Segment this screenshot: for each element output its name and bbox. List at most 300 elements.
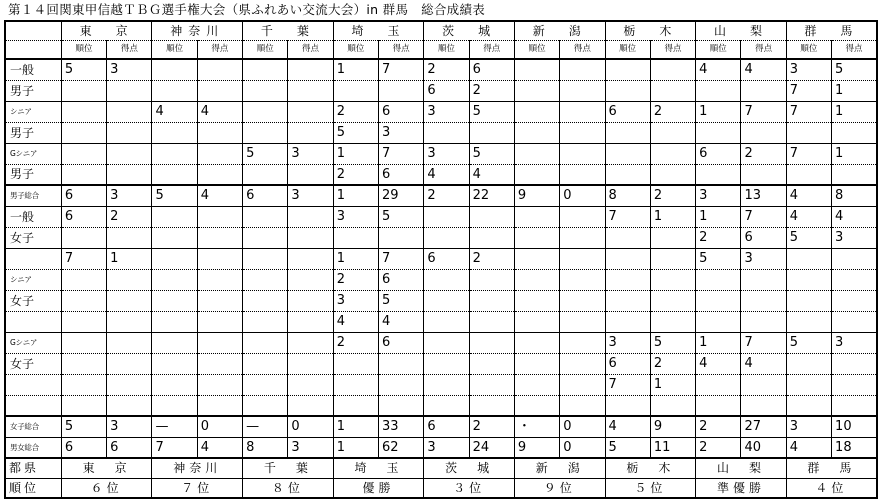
points-cell: [560, 290, 605, 311]
rank-cell: 5: [696, 248, 741, 269]
rank-cell: 7: [786, 101, 831, 122]
rank-cell: [243, 59, 288, 80]
table-row: [5, 80, 877, 101]
points-cell: [560, 374, 605, 395]
points-cell: 4: [197, 101, 242, 122]
points-cell: 3: [288, 437, 333, 458]
category-label: 男子: [5, 80, 61, 101]
points-cell: 3: [288, 185, 333, 206]
table-row: [5, 185, 877, 206]
rank-column-header: 順位: [333, 40, 378, 59]
rank-cell: [152, 269, 197, 290]
category-label: 女子総合: [5, 416, 61, 437]
points-cell: 10: [832, 416, 877, 437]
rank-cell: 8: [243, 437, 288, 458]
points-cell: [469, 290, 514, 311]
rank-cell: [514, 206, 559, 227]
rank-cell: [243, 395, 288, 416]
page-title: 第１４回関東甲信越ＴＢＧ選手権大会（県ふれあい交流大会）in 群馬 総合成績表: [8, 2, 486, 17]
points-cell: [741, 80, 786, 101]
rank-cell: 6: [424, 80, 469, 101]
points-cell: [197, 248, 242, 269]
corner-cell-2: [5, 40, 61, 59]
points-cell: [560, 395, 605, 416]
table-row: [5, 164, 877, 185]
points-cell: 7: [741, 101, 786, 122]
points-cell: 2: [741, 143, 786, 164]
rank-cell: [333, 80, 378, 101]
points-cell: [469, 353, 514, 374]
points-cell: 3: [107, 59, 152, 80]
rank-cell: 5: [333, 122, 378, 143]
points-cell: 1: [832, 101, 877, 122]
rank-cell: 2: [696, 437, 741, 458]
rank-cell: 4: [152, 101, 197, 122]
rank-column-header: 順位: [514, 40, 559, 59]
prefecture-header: 埼 玉: [333, 21, 424, 40]
points-cell: [288, 80, 333, 101]
prefecture-header: 千 葉: [243, 21, 334, 40]
rank-cell: [514, 101, 559, 122]
rank-cell: 6: [243, 185, 288, 206]
rank-cell: 3: [696, 185, 741, 206]
category-label: 女子: [5, 290, 61, 311]
rank-cell: [243, 269, 288, 290]
rank-cell: 2: [424, 59, 469, 80]
points-cell: 1: [832, 143, 877, 164]
points-cell: [107, 122, 152, 143]
rank-cell: [605, 59, 650, 80]
rank-cell: 2: [333, 101, 378, 122]
points-cell: 5: [379, 290, 424, 311]
points-cell: [197, 143, 242, 164]
points-cell: 2: [650, 353, 695, 374]
rank-cell: [514, 332, 559, 353]
rank-cell: [243, 101, 288, 122]
category-label: シニア: [5, 101, 61, 122]
rank-cell: [786, 395, 831, 416]
points-cell: [469, 311, 514, 332]
rank-cell: [605, 122, 650, 143]
points-cell: [288, 248, 333, 269]
rank-cell: [514, 353, 559, 374]
rank-cell: [424, 374, 469, 395]
points-cell: [288, 269, 333, 290]
rank-cell: 1: [696, 101, 741, 122]
points-cell: 40: [741, 437, 786, 458]
table-row: [5, 374, 877, 395]
rank-cell: [152, 80, 197, 101]
rank-cell: [243, 248, 288, 269]
header-column-row: [5, 40, 877, 59]
rank-cell: [61, 374, 106, 395]
rank-cell: [605, 395, 650, 416]
points-cell: [379, 227, 424, 248]
rank-cell: [605, 269, 650, 290]
points-cell: [741, 164, 786, 185]
category-label: 女子: [5, 227, 61, 248]
category-label: [5, 395, 61, 416]
rank-cell: [424, 353, 469, 374]
rank-cell: [514, 80, 559, 101]
rank-cell: [786, 311, 831, 332]
rank-cell: [152, 227, 197, 248]
rank-cell: [514, 311, 559, 332]
points-cell: [197, 80, 242, 101]
footer-prefecture: 栃 木: [605, 458, 696, 478]
rank-cell: 7: [152, 437, 197, 458]
rank-cell: 6: [696, 143, 741, 164]
rank-cell: 1: [333, 185, 378, 206]
final-place: ６位: [61, 478, 152, 498]
points-cell: 4: [197, 185, 242, 206]
points-cell: [379, 395, 424, 416]
rank-cell: [514, 59, 559, 80]
points-column-header: 得点: [197, 40, 242, 59]
table-row: [5, 143, 877, 164]
rank-cell: [61, 311, 106, 332]
rank-cell: [61, 332, 106, 353]
rank-cell: 4: [424, 164, 469, 185]
points-cell: 6: [379, 101, 424, 122]
points-cell: 3: [107, 185, 152, 206]
prefecture-header: 山 梨: [696, 21, 787, 40]
rank-cell: [786, 122, 831, 143]
points-cell: [560, 59, 605, 80]
rank-cell: [243, 122, 288, 143]
rank-cell: 3: [424, 437, 469, 458]
final-place: 準優勝: [696, 478, 787, 498]
rank-cell: 6: [605, 101, 650, 122]
table-row: [5, 59, 877, 80]
points-cell: [107, 290, 152, 311]
rank-cell: [514, 374, 559, 395]
category-label: [5, 311, 61, 332]
points-column-header: 得点: [379, 40, 424, 59]
rank-column-header: 順位: [696, 40, 741, 59]
rank-cell: [424, 395, 469, 416]
points-cell: [741, 311, 786, 332]
rank-cell: [514, 164, 559, 185]
table-row: [5, 101, 877, 122]
rank-cell: 5: [786, 227, 831, 248]
points-cell: [560, 206, 605, 227]
points-cell: 7: [379, 248, 424, 269]
table-row: [5, 353, 877, 374]
rank-cell: 3: [786, 59, 831, 80]
rank-cell: [61, 353, 106, 374]
points-cell: 4: [379, 311, 424, 332]
rank-cell: [61, 395, 106, 416]
points-cell: 1: [832, 80, 877, 101]
rank-cell: 6: [424, 416, 469, 437]
points-cell: [832, 269, 877, 290]
category-label: 男子: [5, 122, 61, 143]
points-cell: 6: [741, 227, 786, 248]
points-cell: 3: [741, 248, 786, 269]
rank-cell: [61, 143, 106, 164]
rank-cell: [605, 248, 650, 269]
points-cell: [288, 101, 333, 122]
rank-cell: [152, 353, 197, 374]
points-cell: [197, 164, 242, 185]
points-cell: [832, 311, 877, 332]
prefecture-header: 東 京: [61, 21, 152, 40]
points-cell: [650, 311, 695, 332]
points-cell: 2: [107, 206, 152, 227]
points-cell: 4: [197, 437, 242, 458]
points-cell: [741, 122, 786, 143]
rank-cell: [514, 269, 559, 290]
points-cell: [832, 122, 877, 143]
rank-cell: [696, 374, 741, 395]
footer-prefecture: 山 梨: [696, 458, 787, 478]
rank-cell: 1: [333, 248, 378, 269]
points-cell: [650, 59, 695, 80]
points-cell: [832, 290, 877, 311]
table-row: [5, 269, 877, 290]
points-cell: [288, 164, 333, 185]
points-cell: 7: [741, 206, 786, 227]
points-cell: 3: [379, 122, 424, 143]
points-cell: [469, 269, 514, 290]
rank-cell: 4: [333, 311, 378, 332]
rank-cell: [61, 164, 106, 185]
rank-cell: [605, 80, 650, 101]
rank-cell: [514, 290, 559, 311]
footer-pref-label: 都県: [5, 458, 61, 478]
points-cell: 27: [741, 416, 786, 437]
rank-column-header: 順位: [605, 40, 650, 59]
rank-cell: 7: [61, 248, 106, 269]
points-cell: 1: [650, 374, 695, 395]
table-row: [5, 248, 877, 269]
points-cell: 3: [107, 416, 152, 437]
points-cell: 2: [469, 416, 514, 437]
points-cell: [560, 101, 605, 122]
table-row: [5, 290, 877, 311]
points-cell: [469, 395, 514, 416]
rank-cell: [333, 395, 378, 416]
points-cell: [107, 311, 152, 332]
rank-column-header: 順位: [61, 40, 106, 59]
footer-prefecture-row: [5, 458, 877, 478]
rank-cell: 2: [696, 416, 741, 437]
category-label: 男女総合: [5, 437, 61, 458]
points-cell: [560, 143, 605, 164]
rank-cell: 7: [605, 206, 650, 227]
rank-cell: [424, 122, 469, 143]
points-cell: 1: [107, 248, 152, 269]
points-column-header: 得点: [288, 40, 333, 59]
rank-cell: 1: [696, 332, 741, 353]
rank-cell: 6: [61, 206, 106, 227]
points-cell: [832, 353, 877, 374]
rank-cell: [152, 311, 197, 332]
rank-cell: [61, 227, 106, 248]
category-label: [5, 248, 61, 269]
points-cell: 3: [288, 143, 333, 164]
points-cell: 18: [832, 437, 877, 458]
points-column-header: 得点: [741, 40, 786, 59]
rank-cell: 5: [243, 143, 288, 164]
points-cell: 3: [832, 332, 877, 353]
rank-column-header: 順位: [786, 40, 831, 59]
rank-cell: 2: [333, 269, 378, 290]
footer-place-row: [5, 478, 877, 498]
points-cell: 7: [741, 332, 786, 353]
points-cell: 0: [197, 416, 242, 437]
points-cell: 5: [379, 206, 424, 227]
rank-cell: [243, 290, 288, 311]
points-column-header: 得点: [650, 40, 695, 59]
rank-cell: [605, 164, 650, 185]
rank-cell: [696, 311, 741, 332]
rank-cell: 4: [786, 206, 831, 227]
points-cell: [197, 122, 242, 143]
category-label: 女子: [5, 353, 61, 374]
rank-cell: 6: [61, 185, 106, 206]
rank-column-header: 順位: [243, 40, 288, 59]
rank-cell: 2: [333, 332, 378, 353]
rank-cell: [424, 269, 469, 290]
rank-cell: [424, 290, 469, 311]
rank-cell: [61, 101, 106, 122]
rank-cell: 5: [61, 59, 106, 80]
rank-cell: [152, 332, 197, 353]
points-cell: [560, 353, 605, 374]
rank-cell: [514, 143, 559, 164]
points-cell: [197, 269, 242, 290]
rank-cell: [61, 269, 106, 290]
points-cell: 7: [379, 59, 424, 80]
points-cell: [650, 395, 695, 416]
points-cell: [197, 290, 242, 311]
points-cell: [288, 374, 333, 395]
table-row: [5, 227, 877, 248]
rank-cell: [243, 164, 288, 185]
rank-cell: [152, 164, 197, 185]
prefecture-header: 群 馬: [786, 21, 877, 40]
category-label: Gシニア: [5, 143, 61, 164]
points-cell: 2: [650, 185, 695, 206]
footer-prefecture: 神奈川: [152, 458, 243, 478]
points-cell: [197, 227, 242, 248]
header-prefecture-row: [5, 21, 877, 40]
points-cell: [288, 290, 333, 311]
points-cell: [650, 164, 695, 185]
rank-cell: 3: [605, 332, 650, 353]
rank-cell: 4: [786, 437, 831, 458]
points-cell: [560, 248, 605, 269]
points-cell: [560, 227, 605, 248]
rank-cell: [514, 395, 559, 416]
rank-cell: 3: [333, 290, 378, 311]
rank-cell: 1: [333, 143, 378, 164]
rank-cell: [696, 80, 741, 101]
rank-cell: 3: [424, 143, 469, 164]
rank-cell: [605, 143, 650, 164]
rank-cell: [605, 290, 650, 311]
rank-cell: [333, 353, 378, 374]
points-cell: [832, 374, 877, 395]
prefecture-header: 茨 城: [424, 21, 515, 40]
points-column-header: 得点: [832, 40, 877, 59]
points-cell: [107, 395, 152, 416]
final-place: ９位: [514, 478, 605, 498]
points-cell: [560, 122, 605, 143]
prefecture-header: 新 潟: [514, 21, 605, 40]
rank-cell: 5: [61, 416, 106, 437]
rank-cell: 5: [605, 437, 650, 458]
points-cell: 5: [469, 101, 514, 122]
rank-cell: [152, 59, 197, 80]
points-cell: [288, 332, 333, 353]
rank-cell: [424, 332, 469, 353]
points-cell: [288, 395, 333, 416]
points-cell: [197, 374, 242, 395]
points-cell: [288, 206, 333, 227]
rank-cell: 3: [333, 206, 378, 227]
rank-cell: [152, 374, 197, 395]
rank-cell: [61, 80, 106, 101]
rank-cell: 6: [61, 437, 106, 458]
points-cell: [650, 248, 695, 269]
footer-prefecture: 茨 城: [424, 458, 515, 478]
rank-cell: [243, 353, 288, 374]
points-cell: 4: [741, 59, 786, 80]
points-cell: [832, 248, 877, 269]
category-label: Gシニア: [5, 332, 61, 353]
final-place: ４位: [786, 478, 877, 498]
footer-prefecture: 新 潟: [514, 458, 605, 478]
points-cell: [197, 311, 242, 332]
category-label: 男子: [5, 164, 61, 185]
rank-cell: 7: [786, 80, 831, 101]
rank-cell: [243, 227, 288, 248]
points-column-header: 得点: [560, 40, 605, 59]
prefecture-header: 栃 木: [605, 21, 696, 40]
rank-cell: [152, 395, 197, 416]
table-row: [5, 416, 877, 437]
points-cell: [650, 290, 695, 311]
points-cell: [379, 374, 424, 395]
points-cell: [197, 353, 242, 374]
points-cell: [107, 164, 152, 185]
points-cell: 9: [650, 416, 695, 437]
points-cell: [107, 80, 152, 101]
rank-cell: 5: [786, 332, 831, 353]
points-cell: [197, 395, 242, 416]
points-cell: [650, 122, 695, 143]
points-cell: [741, 290, 786, 311]
points-cell: [650, 269, 695, 290]
points-cell: [197, 206, 242, 227]
points-cell: 4: [469, 164, 514, 185]
rank-cell: 1: [333, 437, 378, 458]
points-cell: [560, 164, 605, 185]
points-cell: 6: [379, 269, 424, 290]
rank-cell: [786, 374, 831, 395]
category-label: シニア: [5, 269, 61, 290]
table-row: [5, 395, 877, 416]
rank-column-header: 順位: [152, 40, 197, 59]
rank-cell: [696, 290, 741, 311]
points-cell: [832, 395, 877, 416]
corner-cell: [5, 21, 61, 40]
rank-cell: [786, 353, 831, 374]
points-cell: [469, 206, 514, 227]
